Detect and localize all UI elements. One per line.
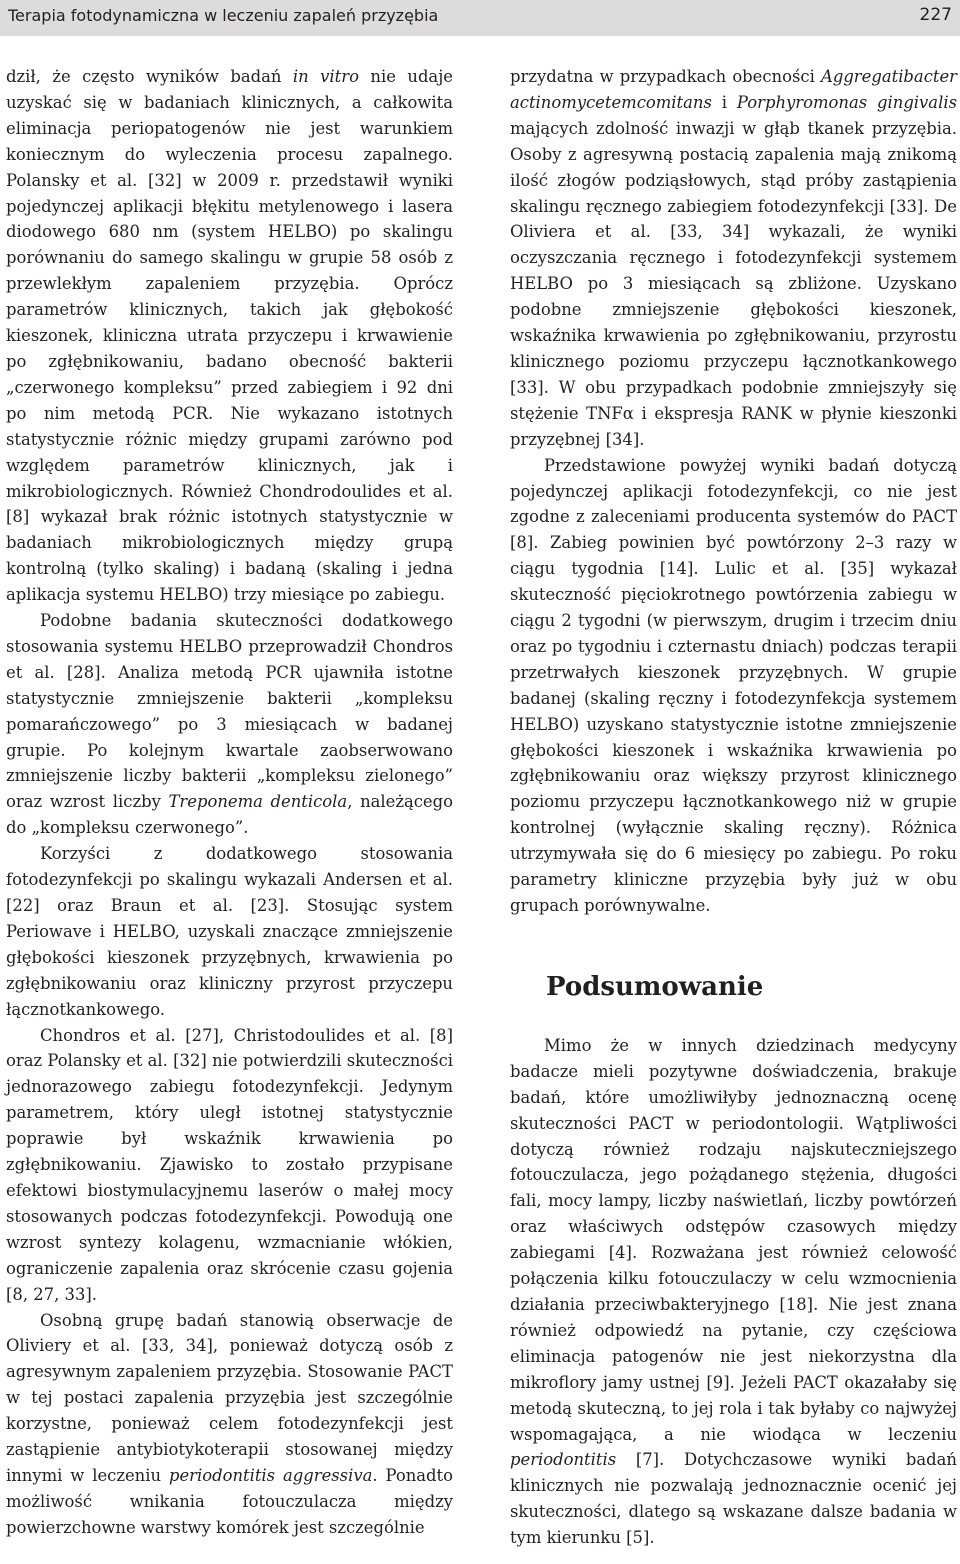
paragraph: Przedstawione powyżej wyniki badań dotyczą pojedynczej aplikacji fotodezynfekcji, co nie jest zgodne z zaleceniami producenta systemów do PACT [8]. Zabieg powinien być powtórzony 2–3 razy w ciągu tygodnia [14]. Lulic et al. [35] wykazał skuteczność pięciokrotnego powtórzenia zabiegu w ciągu 2 tygodni (w pierwszym, drugim i trzecim dniu oraz po tygodniu i czternastu dniach) podczas terapii przetrwałych kieszonek przyzębnych. W grupie badanej (skaling ręczny i fotodezynfekcja systemem HELBO) uzyskano statystycznie istotne zmniejszenie głębokości kieszonek i wskaźnika krwawienia po zgłębnikowaniu oraz większy przyrost klinicznego poziomu przyczepu łącznotkankowego niż w grupie kontrolnej (wyłącznie skaling ręczny). Różnica utrzymywała się do 6 miesięcy po zabiegu. Po roku parametry kliniczne przyzębia były już w obu grupach porównywalne. bbox=[510, 455, 957, 915]
paragraph: przydatna w przypadkach obecności Aggregatibacter actinomycetemcomitans i Porphyromonas gingivalis mających zdolność inwazji w głąb tkanek przyzębia. Osoby z agresywną postacią zapalenia mają znikomą ilość złogów podziąsłowych, stąd próby zastąpienia skalingu ręcznego zabiegiem fotodezynfekcji [33]. De Oliviera et al. [33, 34] wykazali, że wyniki oczyszczania ręcznego i fotodezynfekcji systemem HELBO po 3 miesiącach są zbliżone. Uzyskano podobne zmniejszenie głębokości kieszonek, wskaźnika krwawienia po zgłębnikowaniu, przyrostu klinicznego poziomu przyczepu łącznotkankowego [33]. W obu przypadkach podobnie zmniejszyły się stężenie TNFα i ekspresja RANK w płynie kieszonki przyzębnej [34]. bbox=[510, 67, 957, 449]
paragraph: Podobne badania skuteczności dodatkowego stosowania systemu HELBO przeprowadził Chondros et al. [28]. Analiza metodą PCR ujawniła istotne statystycznie zmniejszenie bakterii „kompleksu pomarańczowego” po 3 miesiącach w badanej grupie. Po kolejnym kwartale zaobserwowano zmniejszenie liczby bakterii „kompleksu zielonego” oraz wzrost liczby Treponema denticola, należącego do „kompleksu czerwonego”. bbox=[6, 611, 453, 838]
running-title: Terapia fotodynamiczna w leczeniu zapaleń przyzębia bbox=[8, 6, 439, 25]
section-heading: Podsumowanie bbox=[546, 971, 764, 1002]
page-number: 227 bbox=[919, 5, 952, 25]
right-column bbox=[510, 64, 957, 1551]
left-column bbox=[6, 64, 453, 1541]
paragraph: dził, że często wyników badań in vitro nie udaje uzyskać się w badaniach klinicznych, a całkowita eliminacja periopatogenów nie jest warunkiem koniecznym do wyleczenia procesu zapalnego. Polansky et al. [32] w 2009 r. przedstawił wyniki pojedynczej aplikacji błękitu metylenowego i lasera diodowego 680 nm (system HELBO) po skalingu porównaniu do samego skalingu w grupie 58 osób z przewlekłym zapaleniem przyzębia. Oprócz parametrów klinicznych, takich jak głębokość kieszonek, kliniczna utrata przyczepu i krwawienie po zgłębnikowaniu, badano obecność bakterii „czerwonego kompleksu” przed zabiegiem i 92 dni po nim metodą PCR. Nie wykazano istotnych statystycznie różnic między grupami zarówno pod względem parametrów klinicznych, jak i mikrobiologicznych. Również Chondrodoulides et al. [8] wykazał brak różnic istotnych statystycznie w badaniach mikrobiologicznych między grupą kontrolną (tylko skaling) i badaną (skaling i jedna aplikacja systemu HELBO) trzy miesiące po zabiegu. bbox=[6, 67, 453, 605]
paragraph: Osobną grupę badań stanowią obserwacje de Oliviery et al. [33, 34], ponieważ dotyczą osób z agresywnym zapaleniem przyzębia. Stosowanie PACT w tej postaci zapalenia przyzębia jest szczególnie korzystne, ponieważ celem fotodezynfekcji jest zastąpienie antybiotykoterapii stosowanej między innymi w leczeniu periodontitis aggressiva. Ponadto możliwość wnikania fotouczulacza między powierzchowne warstwy komórek jest szczególnie bbox=[6, 1310, 453, 1537]
paragraph: Mimo że w innych dziedzinach medycyny badacze mieli pozytywne doświadczenia, brakuje badań, które umożliwiłyby jednoznaczną ocenę skuteczności PACT w periodontologii. Wątpliwości dotyczą również rodzaju najskuteczniejszego fotouczulacza, jego pożądanego stężenia, długości fali, mocy lampy, liczby naświetlań, liczby powtórzeń oraz właściwych odstępów czasowych między zabiegami [4]. Rozważana jest również celowość połączenia kilku fotouczulaczy w celu wzmocnienia działania przeciwbakteryjnego [18]. Nie jest znana również odpowiedź na pytanie, czy częściowa eliminacja patogenów nie jest niekorzystna dla mikroflory jamy ustnej [9]. Jeżeli PACT okazałaby się metodą skuteczną, to jej rola i tak byłaby co najwyżej wspomagająca, a nie wiodąca w leczeniu periodontitis [7]. Dotychczasowe wyniki badań klinicznych nie pozwalają jednoznacznie ocenić jej skuteczności, dlatego są wskazane dalsze badania w tym kierunku [5]. bbox=[510, 1035, 957, 1548]
paragraph: Chondros et al. [27], Christodoulides et al. [8] oraz Polansky et al. [32] nie potwierdzili skuteczności jednorazowego zabiegu fotodezynfekcji. Jedynym parametrem, który uległ istotnej statystycznie poprawie był wskaźnik krwawienia po zgłębnikowaniu. Zjawisko to zostało przypisane efektowi biostymulacyjnemu laserów o małej mocy stosowanych podczas fotodezynfekcji. Powodują one wzrost syntezy kolagenu, wzmacnianie włókien, ograniczenie zapalenia oraz skrócenie czasu gojenia [8, 27, 33]. bbox=[6, 1025, 453, 1304]
paragraph: Korzyści z dodatkowego stosowania fotodezynfekcji po skalingu wykazali Andersen et al. [22] oraz Braun et al. [23]. Stosując system Periowave i HELBO, uzyskali znaczące zmniejszenie głębokości kieszonek przyzębnych, krwawienia po zgłębnikowaniu oraz kliniczny przyrost przyczepu łącznotkankowego. bbox=[6, 844, 453, 1019]
running-header bbox=[0, 0, 960, 39]
